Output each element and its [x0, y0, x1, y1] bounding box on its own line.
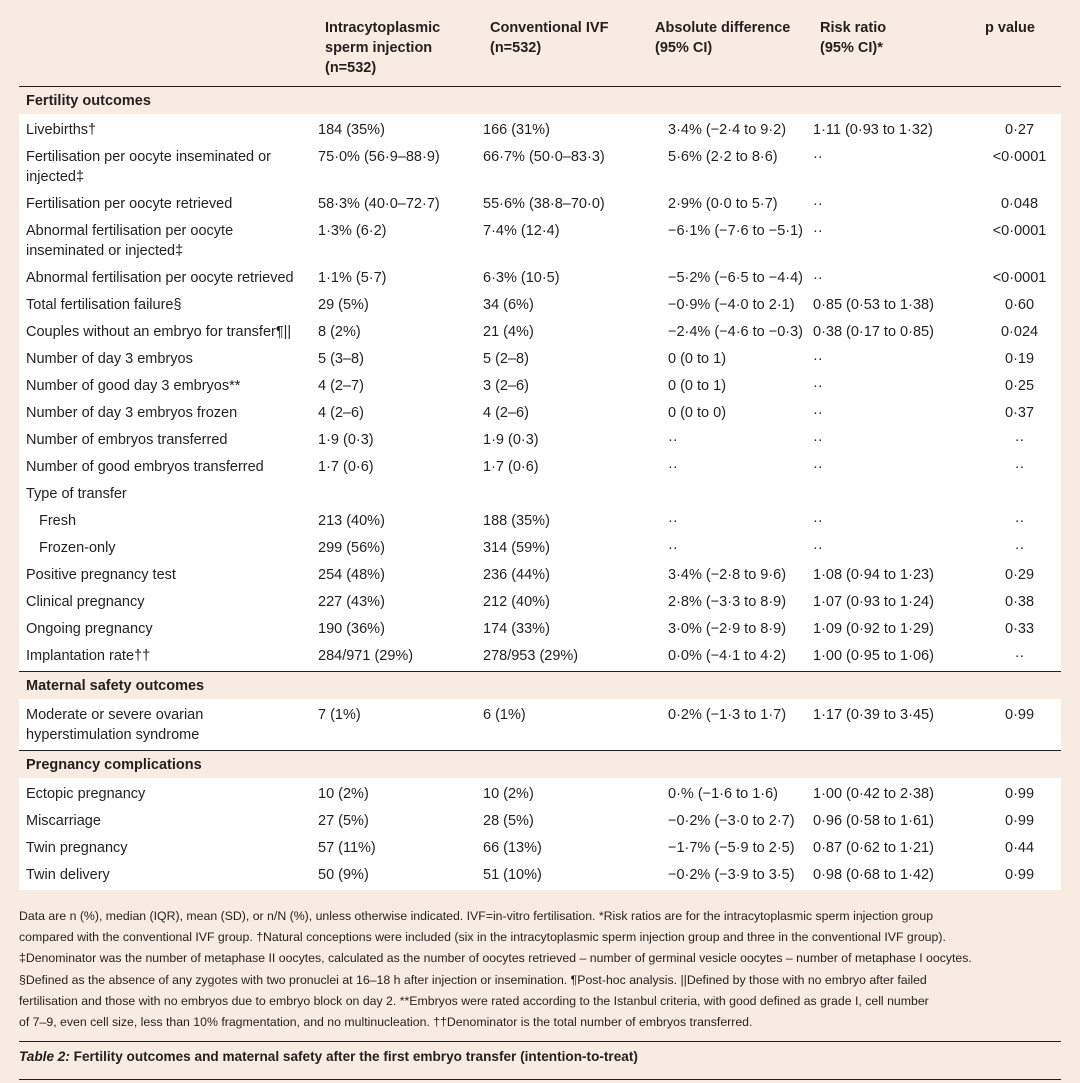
- table-row: [19, 778, 1061, 807]
- risk-ratio-value: 1·00 (0·95 to 1·06): [813, 642, 978, 672]
- ivf-value: 10 (2%): [483, 778, 648, 807]
- row-label: Number of day 3 embryos: [19, 345, 318, 372]
- table-row: [19, 345, 1061, 372]
- section-header: [19, 751, 1061, 779]
- header-ivf: Conventional IVF (n=532): [490, 20, 609, 56]
- row-label: Miscarriage: [19, 807, 318, 834]
- ivf-value: 166 (31%): [483, 114, 648, 143]
- absolute-difference-value: 5·6% (2·2 to 8·6): [648, 143, 813, 190]
- table-row: [19, 507, 1061, 534]
- absolute-difference-value: −5·2% (−6·5 to −4·4): [648, 264, 813, 291]
- p-value: 0·99: [978, 807, 1061, 834]
- icsi-value: 7 (1%): [318, 699, 483, 751]
- ivf-value: 4 (2–6): [483, 399, 648, 426]
- ivf-value: 6·3% (10·5): [483, 264, 648, 291]
- ivf-value: 66 (13%): [483, 834, 648, 861]
- risk-ratio-value: ··: [813, 372, 978, 399]
- p-value: 0·024: [978, 318, 1061, 345]
- icsi-value: 1·9 (0·3): [318, 426, 483, 453]
- p-value: 0·60: [978, 291, 1061, 318]
- risk-ratio-value: ··: [813, 190, 978, 217]
- row-label: Total fertilisation failure§: [19, 291, 318, 318]
- risk-ratio-value: ··: [813, 426, 978, 453]
- p-value: ··: [978, 507, 1061, 534]
- absolute-difference-value: 3·0% (−2·9 to 8·9): [648, 615, 813, 642]
- icsi-value: 58·3% (40·0–72·7): [318, 190, 483, 217]
- row-label: Ongoing pregnancy: [19, 615, 318, 642]
- risk-ratio-value: 1·07 (0·93 to 1·24): [813, 588, 978, 615]
- icsi-value: 1·7 (0·6): [318, 453, 483, 480]
- absolute-difference-value: ··: [648, 426, 813, 453]
- risk-ratio-value: 0·96 (0·58 to 1·61): [813, 807, 978, 834]
- section-title: Fertility outcomes: [19, 87, 1061, 115]
- p-value: [978, 480, 1061, 507]
- p-value: 0·38: [978, 588, 1061, 615]
- risk-ratio-value: 0·38 (0·17 to 0·85): [813, 318, 978, 345]
- icsi-value: 4 (2–7): [318, 372, 483, 399]
- row-label: Fertilisation per oocyte inseminated or injected‡: [19, 143, 318, 190]
- outcomes-table: [19, 86, 1061, 890]
- ivf-value: 212 (40%): [483, 588, 648, 615]
- absolute-difference-value: −1·7% (−5·9 to 2·5): [648, 834, 813, 861]
- absolute-difference-value: −6·1% (−7·6 to −5·1): [648, 217, 813, 264]
- absolute-difference-value: −0·2% (−3·9 to 3·5): [648, 861, 813, 890]
- row-label: Positive pregnancy test: [19, 561, 318, 588]
- ivf-value: 7·4% (12·4): [483, 217, 648, 264]
- table-row: [19, 217, 1061, 264]
- table-header: [0, 0, 1080, 86]
- risk-ratio-value: 1·08 (0·94 to 1·23): [813, 561, 978, 588]
- absolute-difference-value: ··: [648, 453, 813, 480]
- ivf-value: 6 (1%): [483, 699, 648, 751]
- row-label: Ectopic pregnancy: [19, 778, 318, 807]
- icsi-value: 299 (56%): [318, 534, 483, 561]
- table-row: [19, 114, 1061, 143]
- icsi-value: 1·3% (6·2): [318, 217, 483, 264]
- risk-ratio-value: ··: [813, 453, 978, 480]
- table-row: [19, 588, 1061, 615]
- risk-ratio-value: ··: [813, 264, 978, 291]
- p-value: <0·0001: [978, 217, 1061, 264]
- icsi-value: 284/971 (29%): [318, 642, 483, 672]
- absolute-difference-value: 0·% (−1·6 to 1·6): [648, 778, 813, 807]
- row-label: Fertilisation per oocyte retrieved: [19, 190, 318, 217]
- risk-ratio-value: 1·17 (0·39 to 3·45): [813, 699, 978, 751]
- icsi-value: 4 (2–6): [318, 399, 483, 426]
- absolute-difference-value: 3·4% (−2·8 to 9·6): [648, 561, 813, 588]
- row-label: Frozen-only: [19, 534, 318, 561]
- table-row: [19, 480, 1061, 507]
- absolute-difference-value: 3·4% (−2·4 to 9·2): [648, 114, 813, 143]
- p-value: <0·0001: [978, 143, 1061, 190]
- absolute-difference-value: ··: [648, 507, 813, 534]
- icsi-value: 184 (35%): [318, 114, 483, 143]
- ivf-value: 1·7 (0·6): [483, 453, 648, 480]
- header-p-value: p value: [985, 20, 1035, 36]
- icsi-value: 213 (40%): [318, 507, 483, 534]
- table-row: [19, 699, 1061, 751]
- ivf-value: 34 (6%): [483, 291, 648, 318]
- footnote: Data are n (%), median (IQR), mean (SD), or n/N (%), unless otherwise indicated. IVF=in-vitro fertilisation. *Risk ratios are for the intracytoplasmic sperm injection group compared with the conventional IVF group. †Natural conceptions were included (six in the intracytoplasmic sperm injection group and three in the conventional IVF group). ‡Denominator was the number of metaphase II oocytes, calculated as the number of oocytes retrieved – number of germinal vesicle oocytes – number of metaphase I oocytes. §Defined as the absence of any zygotes with two pronuclei at 16–18 h after injection or insemination. ¶Post-hoc analysis. ||Defined by those with no embryo after failed fertilisation and those with no embryos due to embryo block on day 2. **Embryos were rated according to the Istanbul criteria, with good defined as grade I, cell number of 7–9, even cell size, less than 10% fragmentation, and no multinucleation. ††Denominator is the total number of embryos transferred.: [19, 909, 972, 1030]
- icsi-value: [318, 480, 483, 507]
- ivf-value: 28 (5%): [483, 807, 648, 834]
- table-row: [19, 534, 1061, 561]
- icsi-value: 29 (5%): [318, 291, 483, 318]
- absolute-difference-value: 0 (0 to 1): [648, 345, 813, 372]
- risk-ratio-value: 0·87 (0·62 to 1·21): [813, 834, 978, 861]
- absolute-difference-value: 2·9% (0·0 to 5·7): [648, 190, 813, 217]
- icsi-value: 27 (5%): [318, 807, 483, 834]
- table-row: [19, 264, 1061, 291]
- row-label: Type of transfer: [19, 480, 318, 507]
- table-row: [19, 561, 1061, 588]
- p-value: 0·27: [978, 114, 1061, 143]
- section-title: Pregnancy complications: [19, 751, 1061, 779]
- table-row: [19, 615, 1061, 642]
- row-label: Implantation rate††: [19, 642, 318, 672]
- table-row: [19, 372, 1061, 399]
- p-value: ··: [978, 426, 1061, 453]
- section-header: [19, 87, 1061, 115]
- p-value: 0·99: [978, 778, 1061, 807]
- p-value: 0·37: [978, 399, 1061, 426]
- header-icsi: Intracytoplasmic sperm injection (n=532): [325, 20, 441, 76]
- icsi-value: 57 (11%): [318, 834, 483, 861]
- ivf-value: 278/953 (29%): [483, 642, 648, 672]
- absolute-difference-value: 0·2% (−1·3 to 1·7): [648, 699, 813, 751]
- risk-ratio-value: ··: [813, 217, 978, 264]
- table-row: [19, 642, 1061, 672]
- header-absolute-difference: Absolute difference (95% CI): [655, 20, 791, 56]
- table-row: [19, 453, 1061, 480]
- risk-ratio-value: 1·00 (0·42 to 2·38): [813, 778, 978, 807]
- ivf-value: 236 (44%): [483, 561, 648, 588]
- risk-ratio-value: [813, 480, 978, 507]
- row-label: Couples without an embryo for transfer¶||: [19, 318, 318, 345]
- icsi-value: 10 (2%): [318, 778, 483, 807]
- table-row: [19, 399, 1061, 426]
- absolute-difference-value: −2·4% (−4·6 to −0·3): [648, 318, 813, 345]
- p-value: ··: [978, 534, 1061, 561]
- p-value: ··: [978, 642, 1061, 672]
- icsi-value: 75·0% (56·9–88·9): [318, 143, 483, 190]
- p-value: 0·99: [978, 699, 1061, 751]
- ivf-value: 3 (2–6): [483, 372, 648, 399]
- table-row: [19, 426, 1061, 453]
- p-value: ··: [978, 453, 1061, 480]
- row-label: Number of good embryos transferred: [19, 453, 318, 480]
- icsi-value: 50 (9%): [318, 861, 483, 890]
- table-row: [19, 291, 1061, 318]
- risk-ratio-value: ··: [813, 143, 978, 190]
- p-value: 0·19: [978, 345, 1061, 372]
- ivf-value: 314 (59%): [483, 534, 648, 561]
- ivf-value: 188 (35%): [483, 507, 648, 534]
- row-label: Twin delivery: [19, 861, 318, 890]
- ivf-value: 55·6% (38·8–70·0): [483, 190, 648, 217]
- ivf-value: 21 (4%): [483, 318, 648, 345]
- row-label: Livebirths†: [19, 114, 318, 143]
- p-value: 0·44: [978, 834, 1061, 861]
- p-value: <0·0001: [978, 264, 1061, 291]
- ivf-value: 5 (2–8): [483, 345, 648, 372]
- bottom-divider: [19, 1079, 1061, 1080]
- row-label: Abnormal fertilisation per oocyte inseminated or injected‡: [19, 217, 318, 264]
- icsi-value: 8 (2%): [318, 318, 483, 345]
- risk-ratio-value: 1·09 (0·92 to 1·29): [813, 615, 978, 642]
- absolute-difference-value: 0·0% (−4·1 to 4·2): [648, 642, 813, 672]
- table-row: [19, 861, 1061, 890]
- row-label: Fresh: [19, 507, 318, 534]
- p-value: 0·25: [978, 372, 1061, 399]
- row-label: Number of good day 3 embryos**: [19, 372, 318, 399]
- icsi-value: 5 (3–8): [318, 345, 483, 372]
- risk-ratio-value: 0·98 (0·68 to 1·42): [813, 861, 978, 890]
- ivf-value: 51 (10%): [483, 861, 648, 890]
- row-label: Moderate or severe ovarian hyperstimulation syndrome: [19, 699, 318, 751]
- p-value: 0·33: [978, 615, 1061, 642]
- absolute-difference-value: 0 (0 to 1): [648, 372, 813, 399]
- risk-ratio-value: 0·85 (0·53 to 1·38): [813, 291, 978, 318]
- risk-ratio-value: ··: [813, 534, 978, 561]
- ivf-value: 1·9 (0·3): [483, 426, 648, 453]
- table-row: [19, 807, 1061, 834]
- row-label: Twin pregnancy: [19, 834, 318, 861]
- risk-ratio-value: ··: [813, 345, 978, 372]
- absolute-difference-value: 2·8% (−3·3 to 8·9): [648, 588, 813, 615]
- absolute-difference-value: 0 (0 to 0): [648, 399, 813, 426]
- section-header: [19, 672, 1061, 700]
- risk-ratio-value: ··: [813, 507, 978, 534]
- absolute-difference-value: −0·2% (−3·0 to 2·7): [648, 807, 813, 834]
- table-row: [19, 834, 1061, 861]
- absolute-difference-value: [648, 480, 813, 507]
- row-label: Abnormal fertilisation per oocyte retrieved: [19, 264, 318, 291]
- risk-ratio-value: ··: [813, 399, 978, 426]
- row-label: Number of day 3 embryos frozen: [19, 399, 318, 426]
- ivf-value: 174 (33%): [483, 615, 648, 642]
- absolute-difference-value: −0·9% (−4·0 to 2·1): [648, 291, 813, 318]
- ivf-value: 66·7% (50·0–83·3): [483, 143, 648, 190]
- icsi-value: 1·1% (5·7): [318, 264, 483, 291]
- ivf-value: [483, 480, 648, 507]
- row-label: Number of embryos transferred: [19, 426, 318, 453]
- row-label: Clinical pregnancy: [19, 588, 318, 615]
- header-risk-ratio: Risk ratio (95% CI)*: [820, 20, 887, 56]
- p-value: 0·99: [978, 861, 1061, 890]
- table-row: [19, 190, 1061, 217]
- table-caption: Table 2: Fertility outcomes and maternal safety after the first embryo transfer (intention-to-treat): [19, 1049, 638, 1064]
- risk-ratio-value: 1·11 (0·93 to 1·32): [813, 114, 978, 143]
- p-value: 0·29: [978, 561, 1061, 588]
- table-row: [19, 143, 1061, 190]
- icsi-value: 254 (48%): [318, 561, 483, 588]
- table-row: [19, 318, 1061, 345]
- absolute-difference-value: ··: [648, 534, 813, 561]
- divider: [19, 1041, 1061, 1042]
- section-title: Maternal safety outcomes: [19, 672, 1061, 700]
- icsi-value: 190 (36%): [318, 615, 483, 642]
- p-value: 0·048: [978, 190, 1061, 217]
- icsi-value: 227 (43%): [318, 588, 483, 615]
